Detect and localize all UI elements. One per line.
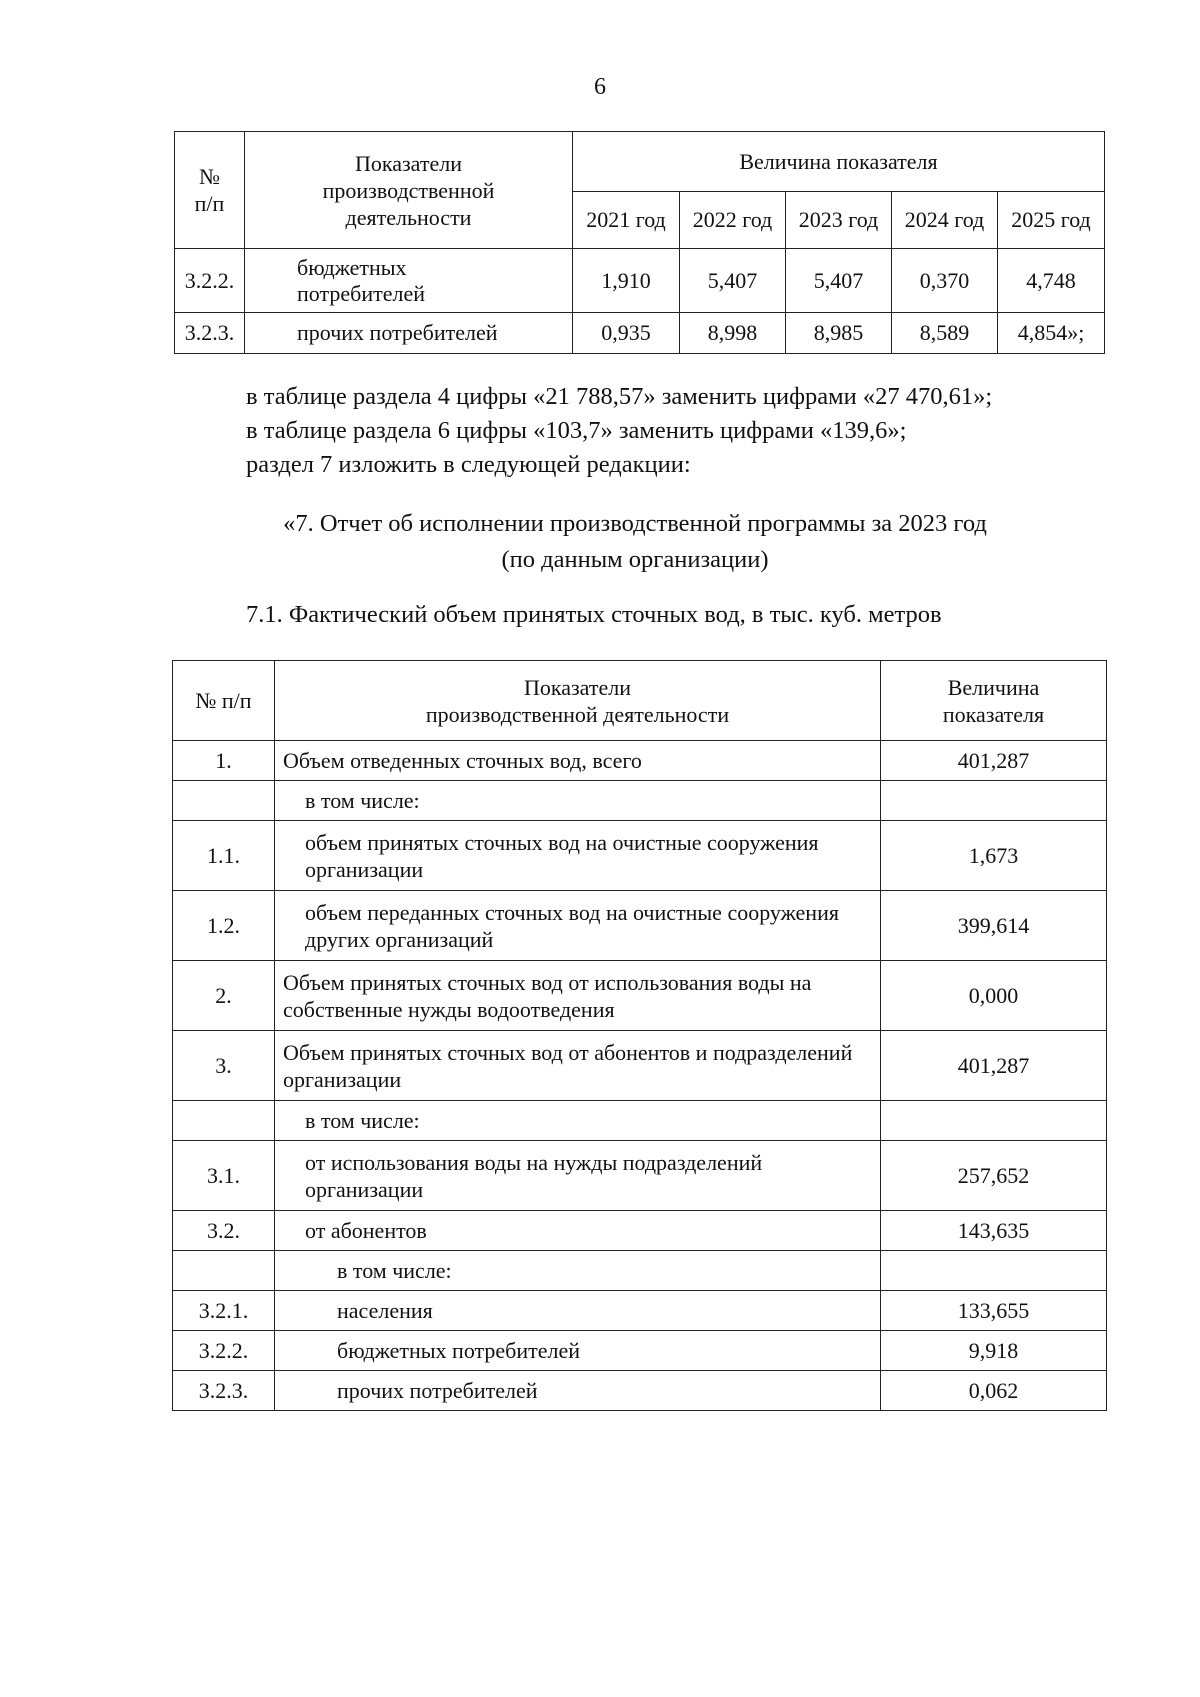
table-row	[173, 1031, 1107, 1101]
table-row	[173, 781, 1107, 821]
wastewater-volume-table	[172, 660, 1107, 1411]
col-value-header	[881, 661, 1107, 741]
row-value: 0,935	[573, 313, 680, 354]
row-value: 4,748	[998, 249, 1105, 313]
row-value: 399,614	[881, 891, 1107, 961]
row-label: Объем принятых сточных вод от абонентов и подразделений организации	[275, 1031, 881, 1101]
row-number: 3.2.	[173, 1211, 275, 1251]
year-header: 2024 год	[892, 192, 998, 249]
row-label: объем принятых сточных вод на очистные сооружения организации	[275, 821, 881, 891]
table-row	[175, 313, 1105, 354]
row-label: от использования воды на нужды подразделений организации	[275, 1141, 881, 1211]
section-heading: «7. Отчет об исполнении производственной программы за 2023 год	[283, 510, 987, 537]
row-value: 9,918	[881, 1331, 1107, 1371]
row-value: 5,407	[786, 249, 892, 313]
year-header: 2025 год	[998, 192, 1105, 249]
row-value: 401,287	[881, 741, 1107, 781]
row-value: 0,062	[881, 1371, 1107, 1411]
row-value: 5,407	[680, 249, 786, 313]
row-number: 1.1.	[173, 821, 275, 891]
row-number	[173, 1251, 275, 1291]
col-indicator-header-line: производственной деятельности	[425, 701, 730, 727]
year-header: 2022 год	[680, 192, 786, 249]
row-number	[173, 1101, 275, 1141]
row-label: бюджетных потребителей	[245, 249, 573, 313]
table-row	[173, 1211, 1107, 1251]
row-number: 1.	[173, 741, 275, 781]
row-value: 8,998	[680, 313, 786, 354]
row-value: 4,854»;	[998, 313, 1105, 354]
row-number	[173, 781, 275, 821]
table-row	[173, 1331, 1107, 1371]
table-row	[173, 1141, 1107, 1211]
row-label: в том числе:	[275, 1251, 881, 1291]
table-row	[173, 1101, 1107, 1141]
row-value: 143,635	[881, 1211, 1107, 1251]
row-label: прочих потребителей	[275, 1371, 881, 1411]
row-number: 3.1.	[173, 1141, 275, 1211]
row-value: 1,910	[573, 249, 680, 313]
row-number: 2.	[173, 961, 275, 1031]
col-value-header-line: Величина	[947, 674, 1040, 700]
row-value: 133,655	[881, 1291, 1107, 1331]
row-value: 8,985	[786, 313, 892, 354]
row-label: бюджетных потребителей	[275, 1331, 881, 1371]
table-row	[173, 821, 1107, 891]
section-heading-note: (по данным организации)	[501, 546, 769, 573]
col-indicator-header-line: Показатели	[523, 674, 632, 700]
table-row	[173, 1251, 1107, 1291]
row-number: 1.2.	[173, 891, 275, 961]
row-value: 0,000	[881, 961, 1107, 1031]
subsection-heading: 7.1. Фактический объем принятых сточных вод, в тыс. куб. метров	[246, 601, 942, 628]
row-number: 3.2.2.	[175, 249, 245, 313]
table-row	[173, 1371, 1107, 1411]
row-value	[881, 1251, 1107, 1291]
row-number: 3.2.3.	[173, 1371, 275, 1411]
row-value: 401,287	[881, 1031, 1107, 1101]
row-value	[881, 1101, 1107, 1141]
row-number: 3.2.2.	[173, 1331, 275, 1371]
amendment-paragraph: в таблице раздела 6 цифры «103,7» заменить цифрами «139,6»;	[246, 417, 907, 444]
table-row	[173, 891, 1107, 961]
col-num-header: № п/п	[173, 661, 275, 741]
row-label: прочих потребителей	[245, 313, 573, 354]
row-value: 8,589	[892, 313, 998, 354]
row-label: в том числе:	[275, 781, 881, 821]
row-label: в том числе:	[275, 1101, 881, 1141]
table-row	[173, 961, 1107, 1031]
row-label: от абонентов	[275, 1211, 881, 1251]
row-label: Объем отведенных сточных вод, всего	[275, 741, 881, 781]
col-value-group-header: Величина показателя	[573, 132, 1105, 192]
col-num-header: № п/п	[175, 132, 245, 249]
indicators-table-continued	[174, 131, 1105, 354]
row-value: 1,673	[881, 821, 1107, 891]
row-value: 0,370	[892, 249, 998, 313]
col-indicator-header: Показатели производственной деятельности	[245, 132, 573, 249]
col-value-header-line: показателя	[942, 701, 1045, 727]
table-row	[175, 249, 1105, 313]
row-value	[881, 781, 1107, 821]
row-value: 257,652	[881, 1141, 1107, 1211]
col-indicator-header	[275, 661, 881, 741]
table-row	[173, 1291, 1107, 1331]
row-number: 3.2.3.	[175, 313, 245, 354]
year-header: 2023 год	[786, 192, 892, 249]
table-row	[173, 741, 1107, 781]
row-label: Объем принятых сточных вод от использования воды на собственные нужды водоотведения	[275, 961, 881, 1031]
year-header: 2021 год	[573, 192, 680, 249]
row-label: населения	[275, 1291, 881, 1331]
row-number: 3.2.1.	[173, 1291, 275, 1331]
page-number: 6	[594, 74, 606, 100]
amendment-paragraph: в таблице раздела 4 цифры «21 788,57» заменить цифрами «27 470,61»;	[246, 383, 993, 410]
amendment-paragraph: раздел 7 изложить в следующей редакции:	[246, 451, 691, 478]
row-number: 3.	[173, 1031, 275, 1101]
row-label: объем переданных сточных вод на очистные сооружения других организаций	[275, 891, 881, 961]
